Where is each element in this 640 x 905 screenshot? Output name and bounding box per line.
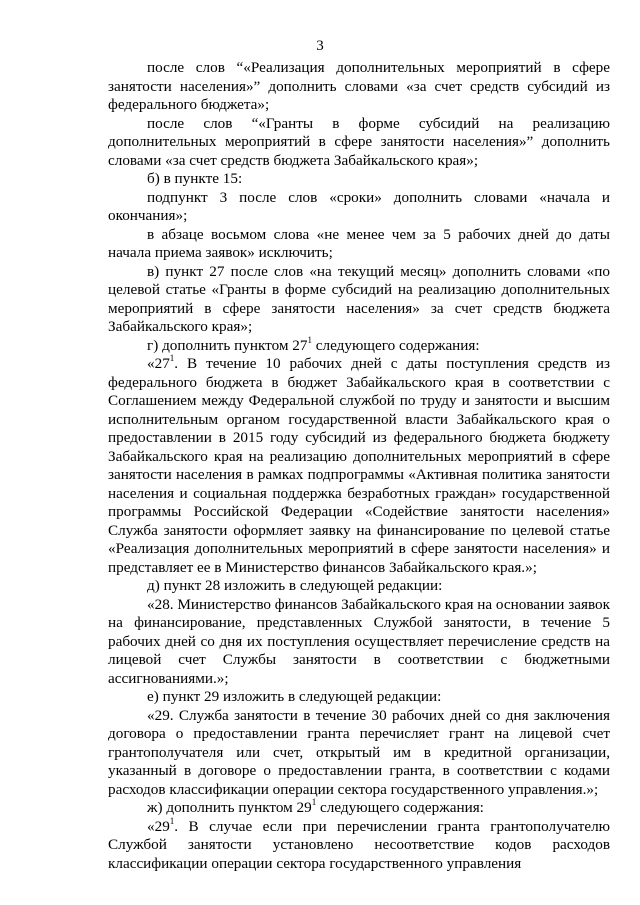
paragraph: в абзаце восьмом слова «не менее чем за 5 рабочих дней до даты начала приема заявок» исключить; — [108, 225, 610, 261]
superscript: 1 — [169, 353, 175, 363]
paragraph-text: «29 — [147, 817, 170, 835]
paragraph — [108, 334, 610, 356]
paragraph-text: . В случае если при перечислении гранта грантополучателю Службой занятости установлено несоответствие кодов расходов классификации операции сектора государственного управления — [108, 817, 610, 872]
paragraph: е) пункт 29 изложить в следующей редакции: — [147, 688, 442, 705]
paragraph — [108, 355, 610, 577]
superscript: 1 — [169, 815, 175, 826]
paragraph: б) в пункте 15: — [147, 170, 243, 187]
paragraph-text: г) дополнить пунктом 27 — [147, 336, 308, 354]
paragraph: д) пункт 28 изложить в следующей редакции: — [147, 577, 443, 594]
superscript: 1 — [311, 797, 317, 807]
paragraph: в) пункт 27 после слов «на текущий месяц» дополнить словами «по целевой статье «Гранты в форме субсидий на реализацию дополнительных мероприятий в сфере занятости населения» за счет средств бюджета Забайкальского края»; — [108, 262, 610, 335]
document-body — [108, 59, 610, 873]
paragraph-text: . В течение 10 рабочих дней с даты поступления средств из федерального бюджета в бюджет Забайкальского края в соответствии с Соглашением между Федеральной службой по труду и занятости и высшим исполнительным органом государственной власти Забайкальского края о предоставлении в 2015 году субсидий из федерального бюджета бюджету Забайкальского края на реализацию дополнительных мероприятий в сфере занятости населения в рамках подпрограммы «Активная политика занятости населения и социальная поддержка безработных граждан» государственной программы Российской Федерации «Содействие занятости населения» Служба занятости оформляет заявку на финансирование по целевой статье «Реализация дополнительных мероприятий в сфере занятости населения» и представляет ее в Министерство финансов Забайкальского края.»; — [108, 355, 610, 576]
superscript: 1 — [307, 334, 312, 345]
paragraph — [108, 799, 610, 818]
paragraph: «28. Министерство финансов Забайкальского края на основании заявок на финансирование, представленных Службой занятости, в течение 5 рабочих дней со дня их поступления осуществляет перечисление средств на лицевой счет Службы занятости в соответствии с бюджетными ассигнованиями.»; — [108, 595, 610, 687]
paragraph-text: «27 — [147, 355, 170, 372]
paragraph-text: ж) дополнить пунктом 29 — [147, 799, 312, 816]
paragraph-text: следующего содержания: — [311, 336, 480, 354]
paragraph-text: следующего содержания: — [316, 799, 484, 816]
paragraph: после слов “«Гранты в форме субсидий на реализацию дополнительных мероприятий в сфере занятости населения»” дополнить словами «за счет средств бюджета Забайкальского края»; — [108, 114, 610, 169]
paragraph — [108, 815, 610, 874]
page-number: 3 — [316, 38, 324, 54]
paragraph: «29. Служба занятости в течение 30 рабочих дней со дня заключения договора о предоставлении гранта перечисляет грант на лицевой счет грантополучателя или счет, открытый им в кредитной организации, указанный в договоре о предоставлении гранта, в соответствии с кодами расходов классификации операции сектора государственного управления.»; — [108, 706, 610, 798]
paragraph: после слов “«Реализация дополнительных мероприятий в сфере занятости населения»” дополнить словами «за счет средств субсидий из федерального бюджета»; — [108, 59, 610, 113]
paragraph: подпункт 3 после слов «сроки» дополнить словами «начала и окончания»; — [108, 188, 610, 224]
